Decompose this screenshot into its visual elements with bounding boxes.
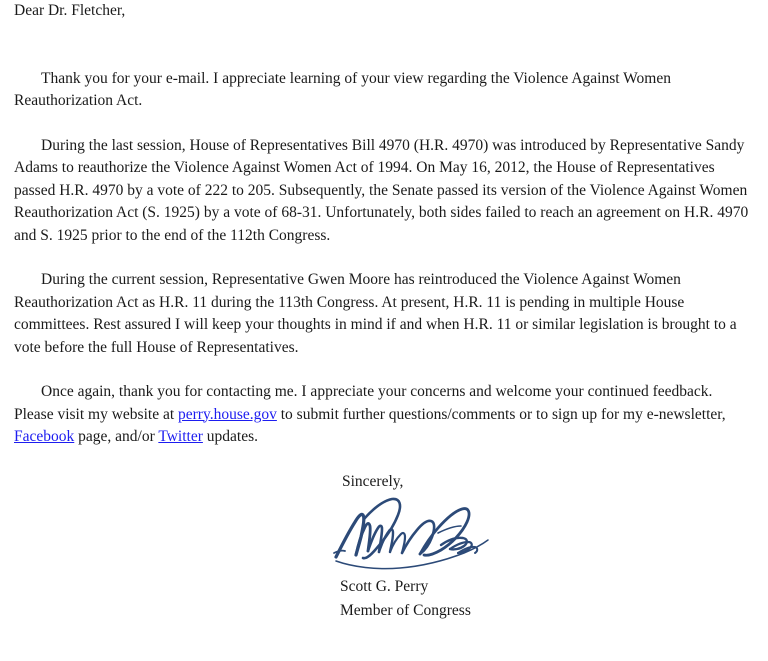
closing-salutation: Sincerely, <box>342 472 404 490</box>
link-facebook[interactable]: Facebook <box>14 428 75 445</box>
signer-title: Member of Congress <box>340 602 471 619</box>
link-website[interactable]: perry.house.gov <box>178 405 277 423</box>
paragraph-closing-remarks <box>14 381 754 449</box>
paragraph-spacer-1 <box>14 113 754 135</box>
paragraph-thank-you: Thank you for your e-mail. I appreciate learning of your view regarding the Violence Against Women Reauthorization Act. <box>14 69 671 109</box>
closing-text-part2: to submit further questions/comments or to sign up for my e-newsletter, <box>276 405 726 423</box>
signature-image <box>328 495 528 575</box>
paragraph-current-session: During the current session, Representative Gwen Moore has reintroduced the Violence Against Women Reauthorization Act as H.R. 11 during the 113th Congress. At present, H.R. 11 is pending in multiple House committees. Rest assured I will keep your thoughts in mind if and when H.R. 11 or similar legislation is brought to a vote before the full House of Representatives. <box>14 271 737 356</box>
paragraph-spacer-3 <box>14 359 754 381</box>
signer-name: Scott G. Perry <box>340 578 429 595</box>
salutation: Dear Dr. Fletcher, <box>14 2 126 19</box>
spacer-after-salutation <box>14 23 754 68</box>
closing-text-part4: updates. <box>202 428 258 445</box>
spacer-before-closing <box>14 449 754 471</box>
closing-text-part1: Once again, thank you for contacting me. I appreciate your concerns and welcome your continued feedback. Please visit my website at <box>14 383 713 423</box>
paragraph-spacer-2 <box>14 247 754 269</box>
closing-text-part3: page, and/or <box>74 428 159 445</box>
link-twitter[interactable]: Twitter <box>158 428 203 445</box>
signature-block <box>328 471 754 624</box>
paragraph-last-session: During the last session, House of Representatives Bill 4970 (H.R. 4970) was introduced by Representative Sandy Adams to reauthorize the Violence Against Women Act of 1994. On May 16, 2012, the House of Representatives passed H.R. 4970 by a vote of 222 to 205. Subsequently, the Senate passed its version of the Violence Against Women Reauthorization Act (S. 1925) by a vote of 68-31. Unfortunately, both sides failed to reach an agreement on H.R. 4970 and S. 1925 prior to the end of the 112th Congress. <box>14 136 749 244</box>
